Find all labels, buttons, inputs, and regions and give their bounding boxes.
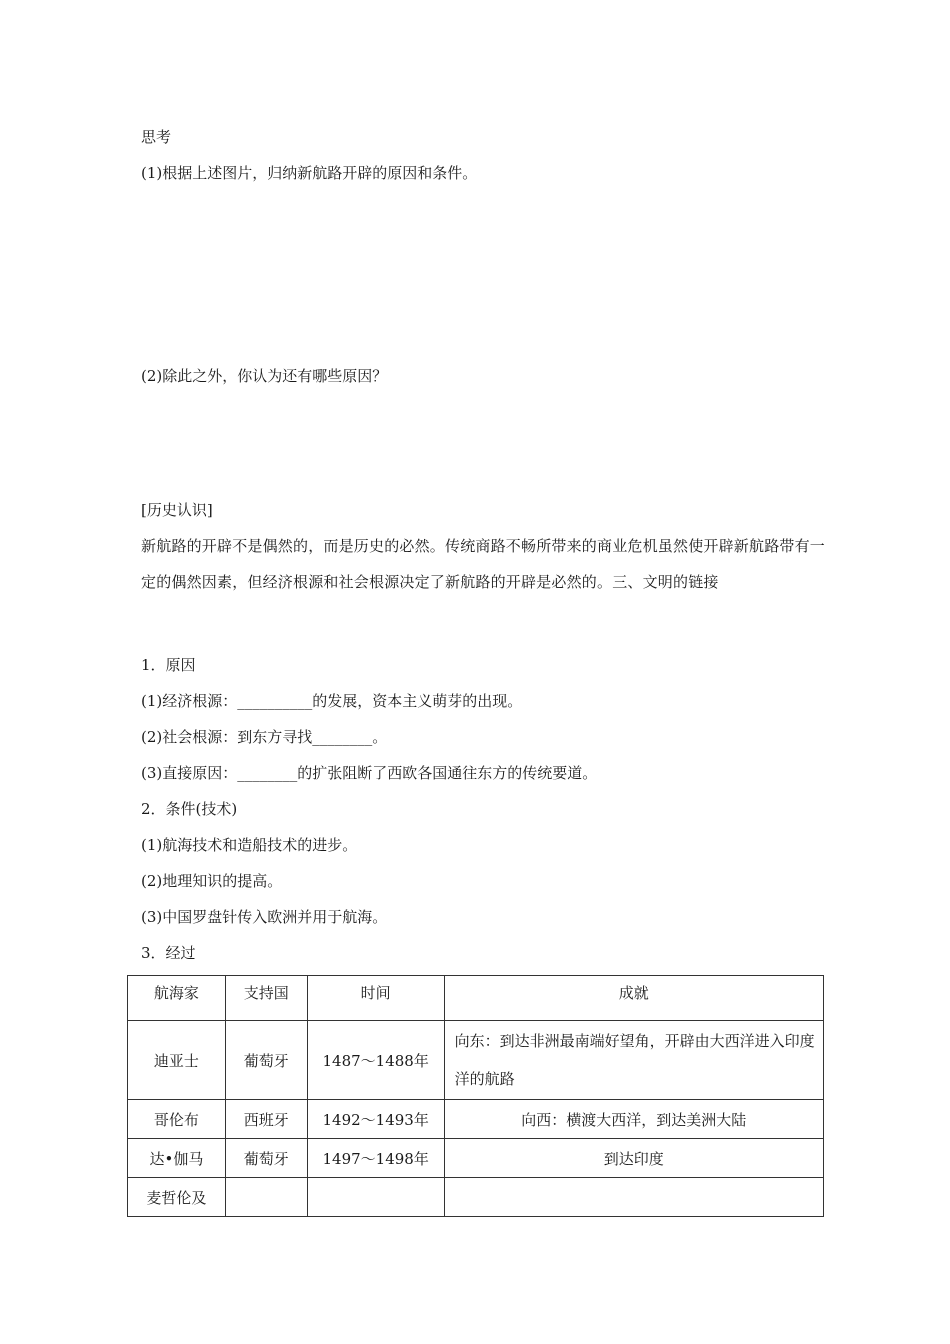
- condition-2: (2)地理知识的提高。: [141, 872, 283, 890]
- header-sponsor: 支持国: [225, 976, 307, 1021]
- condition-1: (1)航海技术和造船技术的进步。: [141, 836, 358, 854]
- table-row: [128, 1021, 824, 1100]
- conditions-title: 2．条件(技术): [141, 800, 238, 818]
- table-row: [128, 1100, 824, 1139]
- cell-navigator: 达•伽马: [128, 1139, 226, 1178]
- header-achievement: 成就: [444, 976, 823, 1021]
- cell-time: 1487～1488年: [307, 1021, 444, 1100]
- condition-3: (3)中国罗盘针传入欧洲并用于航海。: [141, 908, 388, 926]
- cause-social: (2)社会根源：到东方寻找________。: [141, 728, 388, 746]
- voyages-table: [127, 975, 824, 1217]
- thinking-heading: 思考: [141, 128, 172, 146]
- cell-achievement: 向西：横渡大西洋，到达美洲大陆: [444, 1100, 823, 1139]
- question-1: (1)根据上述图片，归纳新航路开辟的原因和条件。: [141, 164, 478, 182]
- causes-title: 1．原因: [141, 656, 196, 674]
- table-header-row: [128, 976, 824, 1021]
- header-navigator: 航海家: [128, 976, 226, 1021]
- cell-sponsor: 葡萄牙: [225, 1021, 307, 1100]
- table-row: [128, 1139, 824, 1178]
- cause-economic: (1)经济根源：__________的发展，资本主义萌芽的出现。: [141, 692, 523, 710]
- cell-navigator: 麦哲伦及: [128, 1178, 226, 1217]
- header-time: 时间: [307, 976, 444, 1021]
- cell-achievement: 向东：到达非洲最南端好望角，开辟由大西洋进入印度洋的航路: [444, 1021, 823, 1100]
- question-2: (2)除此之外，你认为还有哪些原因？: [141, 367, 388, 385]
- table-row: [128, 1178, 824, 1217]
- cell-time: [307, 1178, 444, 1217]
- cell-navigator: 哥伦布: [128, 1100, 226, 1139]
- cell-time: 1497～1498年: [307, 1139, 444, 1178]
- cause-direct: (3)直接原因：________的扩张阻断了西欧各国通往东方的传统要道。: [141, 764, 598, 782]
- cell-achievement: 到达印度: [444, 1139, 823, 1178]
- history-paragraph: 新航路的开辟不是偶然的，而是历史的必然。传统商路不畅所带来的商业危机虽然使开辟新航路带有一定的偶然因素，但经济根源和社会根源决定了新航路的开辟是必然的。三、文明的链接: [141, 537, 826, 591]
- history-heading: [历史认识]: [141, 501, 213, 519]
- cell-sponsor: 葡萄牙: [225, 1139, 307, 1178]
- process-title: 3．经过: [141, 944, 196, 962]
- cell-time: 1492～1493年: [307, 1100, 444, 1139]
- cell-achievement: [444, 1178, 823, 1217]
- cell-sponsor: 西班牙: [225, 1100, 307, 1139]
- cell-navigator: 迪亚士: [128, 1021, 226, 1100]
- cell-sponsor: [225, 1178, 307, 1217]
